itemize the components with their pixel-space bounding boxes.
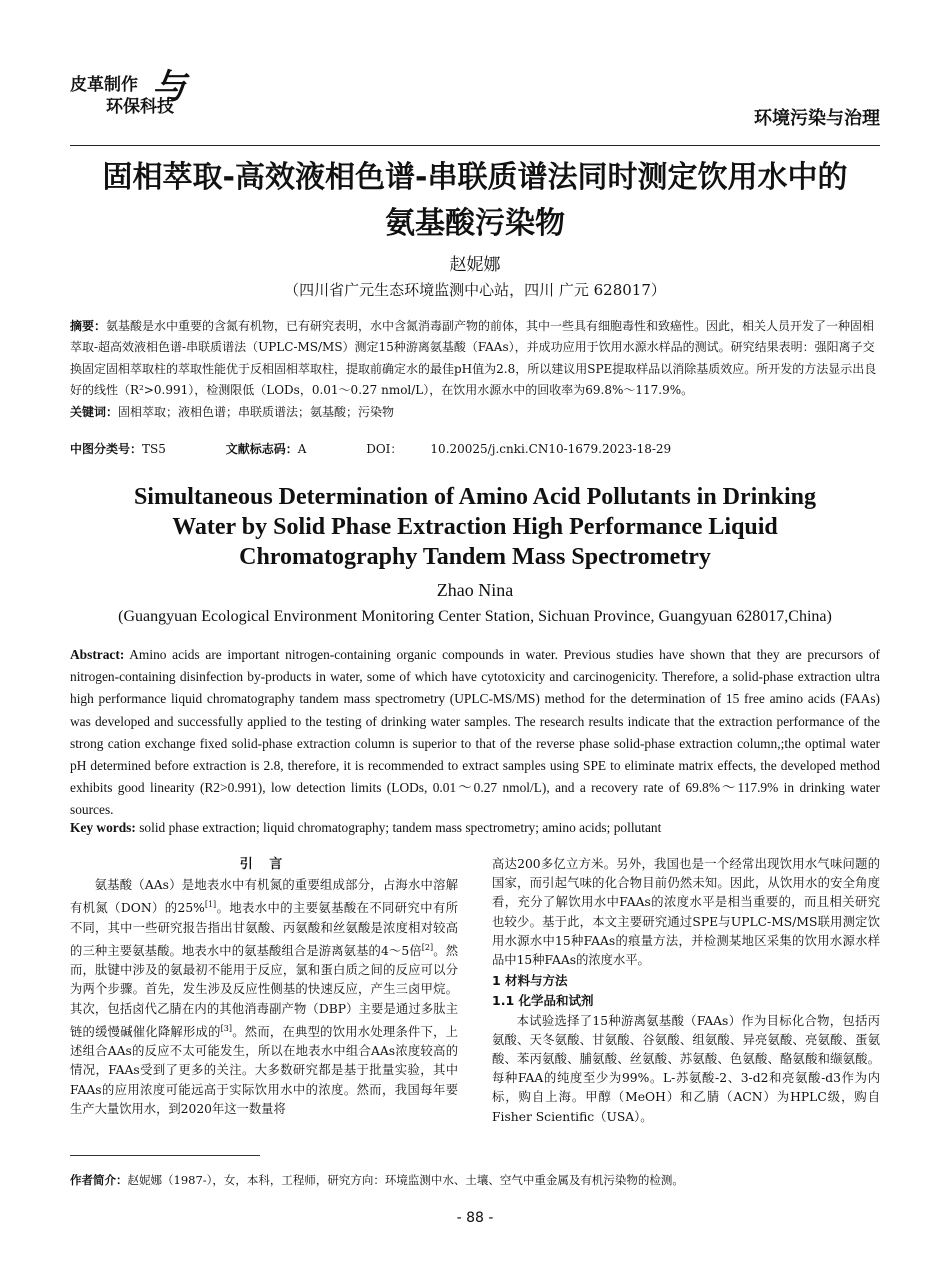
citation-ref[interactable]: [3]: [220, 1023, 232, 1033]
body-column-left: [70, 855, 458, 1119]
intro-continuation: 高达200多亿立方米。另外，我国也是一个经常出现饮用水气味问题的国家，而引起气味的化合物目前仍然未知。因此，从饮用水的安全角度看，充分了解饮用水中FAAs的浓度水平是相当重要的，而且相关研究也较少。基于此，本文主要研究通过SPE与UPLC-MS/MS联用测定饮用水源水中15种FAAs的痕量方法，并检测某地区采集的饮用水源水样品中15种FAAs的浓度水平。: [492, 857, 880, 968]
english-keywords: [70, 820, 880, 836]
citation-ref[interactable]: [2]: [421, 942, 434, 952]
doccode-label: 文献标志码：: [225, 442, 298, 456]
chinese-abstract: [70, 316, 880, 423]
english-title-line-2: Water by Solid Phase Extraction High Performance Liquid: [172, 514, 778, 540]
footnote-rule: [70, 1155, 260, 1156]
intro-text-1: 氨基酸（AAs）是地表水中有机氮的重要组成部分，占海水中溶解有机氮（DON）的25%: [70, 878, 458, 916]
materials-paragraph: 本试验选择了15种游离氨基酸（FAAs）作为目标化合物，包括丙氨酸、天冬氨酸、甘氨酸、谷氨酸、组氨酸、异亮氨酸、亮氨酸、蛋氨酸、苯丙氨酸、脯氨酸、丝氨酸、苏氨酸、色氨酸、酪氨酸和缬氨酸。每种FAA的纯度至少为99%。L-苏氨酸-2、3-d2和亮氨酸-d3作为内标，购自上海。甲醇（MeOH）和乙腈（ACN）为HPLC级，购自Fisher Scientific（USA）。: [492, 1013, 880, 1124]
chinese-title: [70, 155, 880, 247]
section-heading-1: 1 材料与方法: [492, 973, 568, 989]
doi-label: DOI：: [366, 442, 403, 456]
intro-heading: 引 言: [239, 857, 289, 872]
english-keywords-label: Key words:: [70, 820, 136, 835]
section-tag: 环境污染与治理: [754, 108, 880, 129]
chinese-abstract-text: 氨基酸是水中重要的含氮有机物，已有研究表明，水中含氮消毒副产物的前体，其中一些具有细胞毒性和致癌性。因此，相关人员开发了一种固相萃取-超高效液相色谱-串联质谱法（UPLC-MS/MS）测定15种游离氨基酸（FAAs），并成功应用于饮用水源水样品的测试。研究结果表明：强阳离子交换固定固相萃取柱的萃取性能优于反相固相萃取柱，提取前确定水的最佳pH值为2.8，所以建议用SPE提取样品以消除基质效应。所开发的方法显示出良好的线性（R²>0.991），检测限低（LODs，0.01～0.27 nmol/L），在饮用水源水中的回收率为69.8%～117.9%。: [70, 319, 877, 398]
clc-value: TS5: [142, 442, 166, 456]
english-abstract: [70, 644, 880, 822]
clc-label: 中图分类号：: [70, 442, 143, 456]
footnote-text: 赵妮娜（1987-），女，本科，工程师，研究方向：环境监测中水、土壤、空气中重金属及有机污染物的检测。: [127, 1173, 684, 1187]
body-column-right: [492, 855, 880, 1127]
chinese-title-line-2: 氨基酸污染物: [385, 206, 565, 241]
intro-text-2: 。地表水中的主要氨基酸在不同研究中有所不同，其中一些研究报告指出甘氨酸、丙氨酸和丝氨酸是浓度相对较高的三种主要氨基酸。地表水中的氨基酸组合是游离氨基的4～5倍: [70, 901, 458, 958]
doi-value[interactable]: 10.20025/j.cnki.CN10-1679.2023-18-29: [430, 442, 672, 456]
doccode-value: A: [297, 442, 307, 456]
footnote-label: 作者简介：: [70, 1173, 128, 1187]
author-footnote: [70, 1172, 880, 1188]
english-author: Zhao Nina: [436, 580, 514, 600]
intro-text-3: 。然而，肽键中涉及的氨最初不能用于反应，氯和蛋白质之间的反应可以分为两个步骤。首先，发生涉及反应性侧基的快速反应，产生三卤甲烷。其次，包括卤代乙腈在内的其他消毒副产物（DBP）主要是通过多肽主链的缓慢碱催化降解形成的: [70, 944, 458, 1039]
chinese-author: 赵妮娜: [449, 255, 501, 275]
subsection-heading-1-1: 1.1 化学品和试剂: [492, 993, 594, 1009]
chinese-keywords: 固相萃取；液相色谱；串联质谱法；氨基酸；污染物: [118, 404, 395, 419]
chinese-abstract-label: 摘要：: [70, 319, 107, 333]
english-title-line-3: Chromatography Tandem Mass Spectrometry: [239, 544, 711, 570]
english-title: [70, 482, 880, 572]
header-rule: [70, 145, 880, 146]
brand-logo-mark: 与: [152, 67, 186, 107]
intro-text-4: 。然而，在典型的饮用水处理条件下，上述组合AAs的反应不太可能发生，所以在地表水中组合AAs浓度较高的情况，FAAs受到了更多的关注。大多数研究都是基于批量实验，其中FAAs的应用浓度可能远高于实际饮用水中的浓度。然而，我国每年要生产大量饮用水，到2020年这一数量将: [70, 1024, 458, 1116]
brand-line-1: 皮革制作: [70, 75, 138, 95]
intro-paragraph: [70, 876, 458, 1119]
page-number: - 88 -: [456, 1210, 494, 1226]
chinese-title-line-1: 固相萃取-高效液相色谱-串联质谱法同时测定饮用水中的: [102, 160, 848, 195]
brand-line-2: 环保科技: [106, 97, 174, 117]
english-abstract-text: Amino acids are important nitrogen-containing organic compounds in water. Previous studies have shown that they are precursors of nitrogen-containing disinfection by-products in water, some of which have cytotoxicity and carcinogenicity. Therefore, a solid-phase extraction ultra high performance liquid chromatography tandem mass spectrometry (UPLC-MS/MS) method for the determination of 15 free amino acids (FAAs) was developed and successfully applied to the testing of drinking water samples. The research results indicate that the extraction performance of the strong cation exchange fixed solid-phase extraction column is superior to that of the reverse phase solid-phase extraction column,;the optimal water pH determined before extraction is 2.8, therefore, it is recommended to extract samples using SPE to eliminate matrix effects, the developed method exhibits good linearity (R2>0.991), low detection limits (LODs, 0.01～0.27 nmol/L), and a recovery rate of 69.8%～117.9% in drinking water sources.: [70, 647, 880, 818]
english-affiliation: (Guangyuan Ecological Environment Monitoring Center Station, Sichuan Province, Guangyuan 628017,China): [118, 608, 832, 625]
classification-row: [70, 440, 727, 457]
citation-ref[interactable]: [1]: [204, 900, 217, 910]
english-abstract-label: Abstract:: [70, 647, 125, 662]
chinese-affiliation: （四川省广元生态环境监测中心站，四川 广元 628017）: [284, 281, 666, 299]
english-title-line-1: Simultaneous Determination of Amino Acid Pollutants in Drinking: [133, 484, 817, 510]
journal-brand: [70, 67, 186, 118]
english-keywords-text: solid phase extraction; liquid chromatography; tandem mass spectrometry; amino acids; pollutant: [139, 820, 662, 835]
chinese-keywords-label: 关键词：: [70, 404, 119, 419]
